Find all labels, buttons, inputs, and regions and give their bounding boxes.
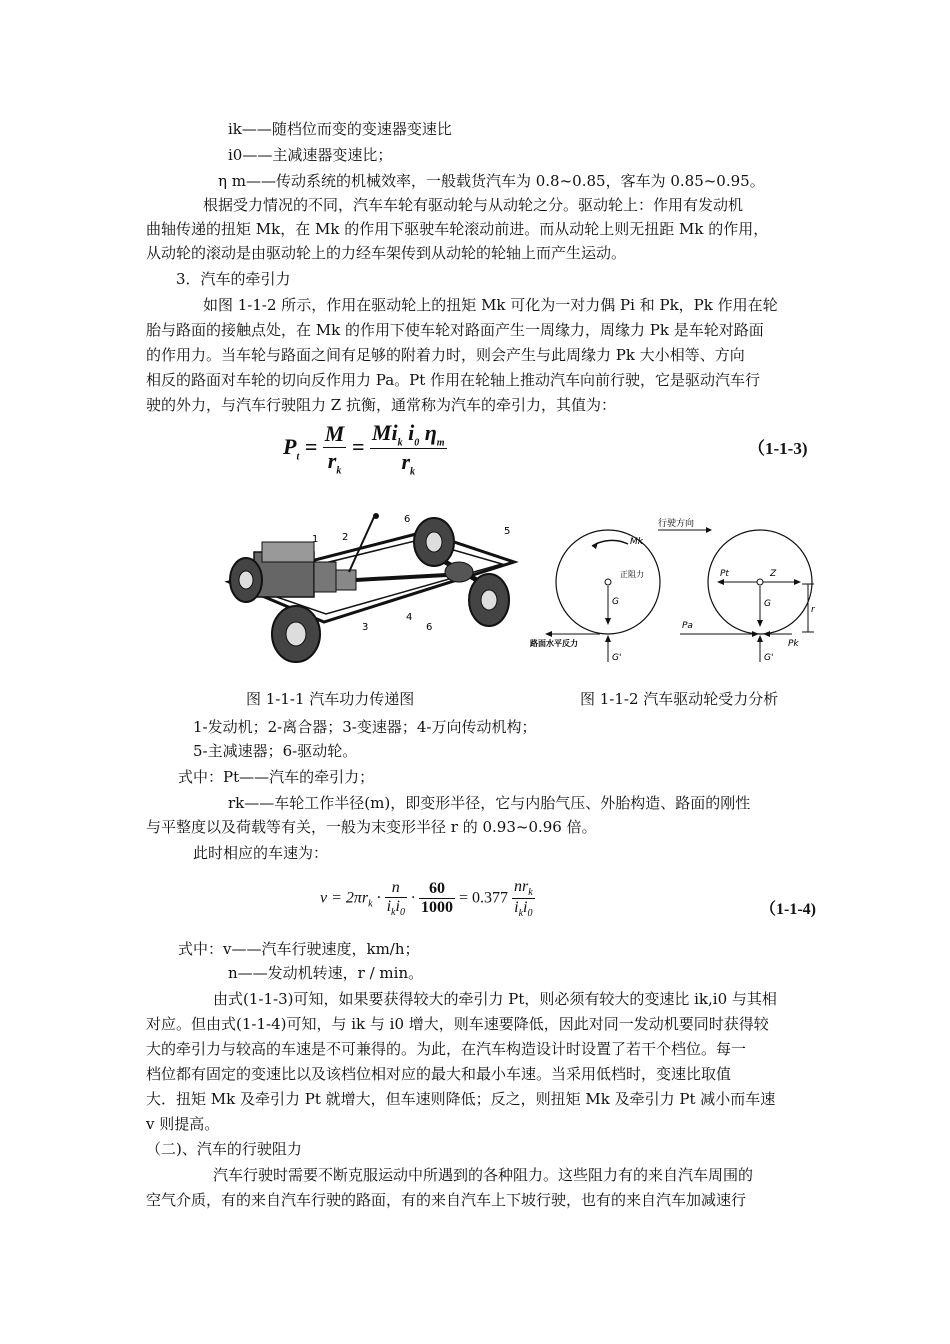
equation-number: （1-1-4) [760,901,816,918]
figure-label: 3 [362,622,369,633]
figure-caption-left: 图 1-1-1 汽车功力传递图 [246,690,415,708]
denominator [323,448,347,476]
fraction [385,879,407,918]
eq-symbol: r [327,448,337,474]
denominator [512,899,535,919]
eq-subscript: k [336,465,342,477]
g-label-right: G [764,599,771,609]
text-line: 大．扭矩 Mk 及牵引力 Pt 就增大，但车速则降低；反之，则扭矩 Mk 及牵引力 Pt 减小而车速 [146,1090,776,1108]
figure-label: 4 [406,612,413,623]
text-line: 对应。但由式(1-1-4)可知，与 ik 与 i0 增大，则车速要降低，因此对同一发动机要同时获得较 [146,1015,769,1033]
numerator [370,420,447,449]
r-label: r [811,605,815,615]
text-line: 根据受力情况的不同，汽车车轮有驱动轮与从动轮之分。驱动轮上：作用有发动机 [203,196,744,214]
fraction [419,880,455,917]
eq-symbol: r [401,449,410,475]
text-line: 驶的外力，与汽车行驶阻力 Z 抗衡，通常称为汽车的牵引力，其值为： [146,396,616,414]
fraction [512,878,535,919]
denominator [370,449,447,477]
text-line: n——发动机转速，r / min。 [228,964,424,982]
numerator [512,878,535,899]
numerator: n [385,879,407,898]
eq-symbol: i [395,898,400,916]
text-line: 汽车行驶时需要不断克服运动中所遇到的各种阻力。这些阻力有的来自汽车周围的 [213,1166,754,1184]
figure-caption-right: 图 1-1-2 汽车驱动轮受力分析 [580,690,779,708]
g2-label: G' [612,653,622,663]
fraction [323,421,347,476]
direction-label: 行驶方向 [658,519,695,529]
text-line: 空气介质，有的来自汽车行驶的路面，有的来自汽车上下坡行驶，也有的来自汽车加减速行 [146,1191,747,1209]
g-label: G [612,597,619,607]
pk-label: Pk [788,639,799,649]
equation-speed: $v = 2\pi r_k$ · $\frac{n}{i_ki_0}$ · $\frac{60}{1000}$ = 0.377 $\frac{nr_k}{i_ki_0}$ [320,878,533,920]
eq-symbol: v = 2πr [320,889,369,907]
text-line: 相反的路面对车轮的切向反作用力 Pa。Pt 作用在轮轴上推动汽车向前行驶，它是驱动汽车行 [146,371,761,389]
eq-subscript: k [528,887,533,899]
equation-number: （1-1-3) [748,439,808,458]
eq-symbol: = [351,433,365,459]
torque-label: Mk [630,537,643,547]
figure-label: 1 [312,534,319,545]
road-label: 路面水平反力 [530,639,578,648]
eq-symbol: i [514,899,519,917]
eq-symbol: = [304,433,318,459]
legend-line: 1-发动机；2-离合器；3-变速器；4-万向传动机构； [193,718,537,736]
denominator [385,898,407,918]
eq-symbol: Mi [371,420,398,445]
eq-symbol: nr [513,878,529,895]
text-line: 与平整度以及荷载等有关，一般为末变形半径 r 的 0.93~0.96 倍。 [146,818,597,836]
fraction [370,420,447,478]
eq-subscript: k [368,898,373,910]
figure-label: 6 [404,514,411,525]
text-line: η m——传动系统的机械效率，一般载货汽车为 0.8~0.85，客车为 0.85~0.95。 [218,172,765,190]
equation-traction [283,420,447,478]
numerator: M [324,421,345,447]
figure-label: 5 [504,526,511,537]
text-line: 胎与路面的接触点处，在 Mk 的作用下使车轮对路面产生一周缘力，周缘力 Pk 是车轮对路面 [146,321,764,339]
numerator: 60 [419,880,455,899]
text-line: 由式(1-1-3)可知，如果要获得较大的牵引力 Pt，则必须有较大的变速比 ik,i0 与其相 [213,990,777,1008]
text-line: v 则提高。 [146,1115,220,1133]
text-line: 的作用力。当车轮与路面之间有足够的附着力时，则会产生与此周缘力 Pk 大小相等、方向 [146,346,745,364]
wheel-force-figure [530,512,830,672]
text-line: i0——主减速器变速比； [228,146,393,164]
text-line: ik——随档位而变的变速器变速比 [228,120,452,138]
text-line: rk——车轮工作半径(m)，即变形半径，它与内胎气压、外胎构造、路面的刚性 [228,794,751,812]
section-heading: （二)、汽车的行驶阻力 [146,1140,302,1158]
g2-label-right: G' [764,653,774,663]
text-line: 式中：v——汽车行驶速度，km/h； [178,940,420,958]
section-heading: 3．汽车的牵引力 [176,270,291,288]
eq-symbol: η [424,420,437,445]
eq-subscript: k [410,466,415,478]
resist-label: 正阻力 [620,570,644,579]
car-chassis-figure [214,512,524,672]
eq-subscript: 0 [414,437,420,449]
eq-symbol: P [283,433,297,459]
pa-label: Pa [682,621,693,631]
eq-symbol: i [408,420,415,445]
text-line: 此时相应的车速为： [193,844,329,862]
text-line: 档位都有固定的变速比以及该档位相对应的最大和最小车速。当采用低档时，变速比取值 [146,1065,732,1083]
text-line: 从动轮的滚动是由驱动轮上的力经车架传到从动轮的轮轴上而产生运动。 [146,244,627,262]
figure-label: 2 [342,532,349,543]
figure-label: 6 [426,622,433,633]
eq-subscript: k [397,437,403,449]
eq-subscript: 0 [527,908,533,920]
eq-subscript: t [296,451,300,463]
eq-symbol: i [523,899,528,917]
eq-symbol: = 0.377 [458,889,508,907]
legend-line: 5-主减速器；6-驱动轮。 [193,742,358,760]
text-line: 如图 1-1-2 所示，作用在驱动轮上的扭矩 Mk 可化为一对力偶 Pi 和 Pk，Pk 作用在轮 [203,296,778,314]
eq-subscript: m [436,437,445,449]
eq-symbol: i [386,898,392,916]
pt-label: Pt [720,569,729,579]
eq-subscript: 0 [399,907,405,919]
eq-subscript: k [518,908,524,920]
text-line: 曲轴传递的扭矩 Mk，在 Mk 的作用下驱驶车轮滚动前进。而从动轮上则无扭距 Mk 的作用， [146,220,769,238]
denominator: 1000 [420,899,453,917]
text-line: 式中：Pt——汽车的牵引力； [178,768,375,786]
text-line: 大的牵引力与较高的车速是不可兼得的。为此，在汽车构造设计时设置了若干个档位。每一 [146,1040,747,1058]
z-label: Z [770,569,777,579]
eq-subscript: k [391,907,396,919]
